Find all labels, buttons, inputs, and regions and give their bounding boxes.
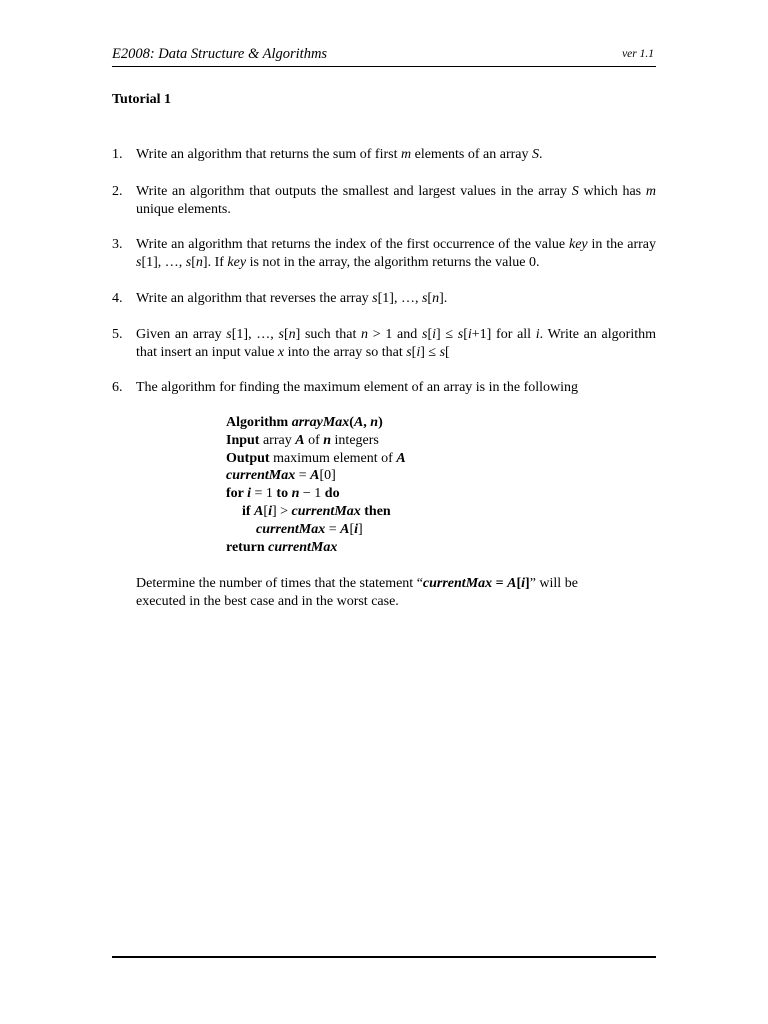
course-title: E2008: Data Structure & Algorithms: [112, 46, 328, 62]
algo-line-3: Output maximum element of A: [226, 450, 406, 466]
question-2: [112, 183, 656, 219]
question-4: [112, 290, 656, 308]
question-number: 6.: [112, 380, 123, 395]
algo-line-5: for i = 1 to n − 1 do: [226, 486, 340, 502]
question-number: 3.: [112, 237, 123, 252]
question-text: Given an array s[1], …, s[n] such that n > 1 and s[i] ≤ s[i+1] for all i. Write an algorithm that insert an input value x into the array so that s[i] ≤ s[: [136, 327, 656, 360]
question-1: [112, 146, 656, 164]
question-3: [112, 236, 656, 272]
question-5: [112, 326, 656, 362]
question-number: 5.: [112, 327, 123, 342]
question-number: 4.: [112, 291, 123, 306]
algo-line-7: currentMax = A[i]: [256, 521, 363, 537]
question-text: Write an algorithm that returns the sum of first m elements of an array S.: [136, 147, 543, 162]
algo-line-6: if A[i] > currentMax then: [242, 503, 391, 519]
question-text: Write an algorithm that outputs the smallest and largest values in the array S which has m unique elements.: [136, 184, 656, 217]
algo-line-4: currentMax = A[0]: [226, 468, 336, 484]
algo-line-1: Algorithm arrayMax(A, n): [226, 415, 383, 430]
question-number: 1.: [112, 147, 123, 162]
algo-line-8: return currentMax: [226, 539, 338, 555]
question-text: Write an algorithm that returns the index of the first occurrence of the value key in the array s[1], …, s[n]. If key is not in the array, the algorithm returns the value 0.: [136, 237, 657, 270]
algorithm-block: [226, 414, 406, 556]
question-text: The algorithm for finding the maximum element of an array is in the following: [136, 380, 579, 395]
question-text: Write an algorithm that reverses the array s[1], …, s[n].: [136, 291, 448, 306]
question-number: 2.: [112, 184, 123, 199]
page-header: [112, 44, 656, 67]
determine-question: Determine the number of times that the statement “currentMax = A[i]” will be executed in the best case and in the worst case.: [136, 576, 578, 609]
algo-line-2: Input array A of n integers: [226, 432, 379, 448]
tutorial-title: Tutorial 1: [112, 92, 171, 107]
question-6: [112, 379, 656, 397]
footer-rule: [112, 956, 656, 958]
version-label: ver 1.1: [622, 48, 654, 60]
